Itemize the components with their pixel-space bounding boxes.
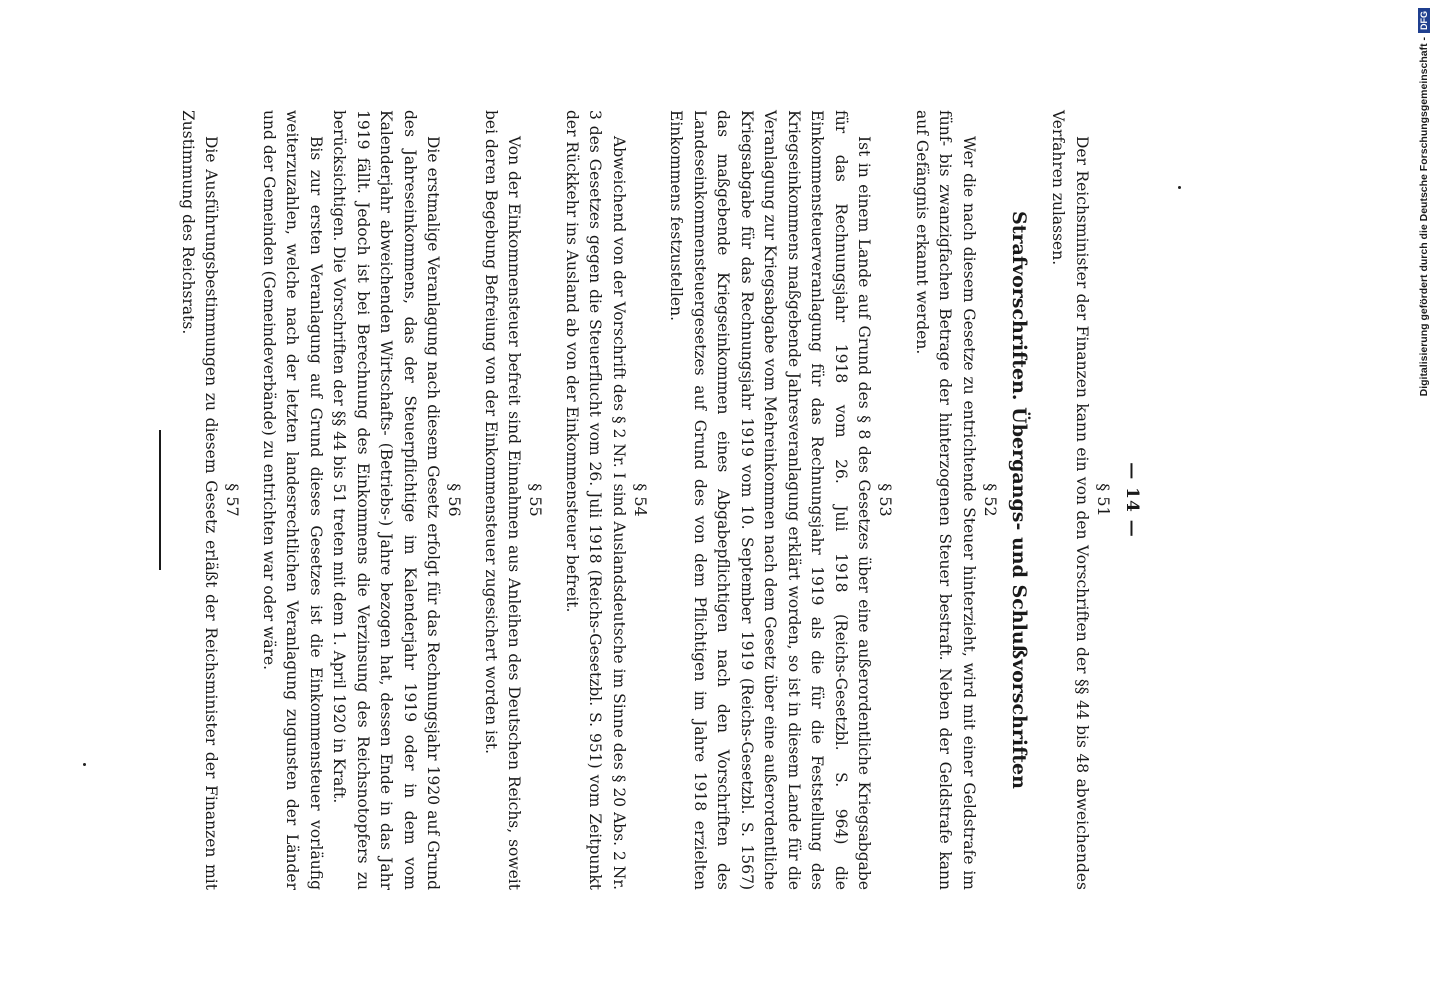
chapter-heading: Strafvorschriften. Übergangs- und Schlußvorschriften — [1008, 211, 1030, 789]
section-56-text-1: Die erstmalige Veranlagung nach diesem Gesetz erfolgt für das Rechnungsjahr 1920 auf Grund des Jahreseinkommens, das der Steuerpflichtige im Kalenderjahr 1919 oder in dem vom Kalenderjahr abweichenden Wirtschafts- (Betriebs-) Jahre bezogen hat, dessen Ende in das Jahr 1919 fällt. Jedoch ist bei Berechnung des Einkommens die Verzinsung des Reichsnotopfers zu berücksichtigen. Die Vorschriften der §§ 44 bis 51 treten mit dem 1. April 1920 in Kraft. — [330, 110, 443, 890]
section-number-57: § 57 — [223, 483, 243, 517]
page-number: — 14 — — [1122, 462, 1142, 538]
closing-rule — [160, 430, 162, 570]
section-52-text: Wer die nach diesem Gesetze zu entrichtende Steuer hinterzieht, wird mit einer Geldstrafe im fünf- bis zwanzigfachen Betrage der hinterzogenen Steuer bestraft. Neben der Geldstrafe kann auf Gefängnis erkannt werden. — [913, 110, 978, 890]
section-56-text-2: Bis zur ersten Veranlagung auf Grund dieses Gesetzes ist die Einkommensteuer vorläufig weiterzuzahlen, welche nach der letzten landesrechtlichen Veranlagung zugunsten der Länder und der Gemeinden (Gemeindeverbände) zu entrichten war oder wäre. — [260, 110, 325, 890]
section-number-53: § 53 — [876, 483, 896, 517]
section-number-54: § 54 — [631, 483, 650, 517]
scanned-page — [107, 110, 1147, 890]
section-54-text: Abweichend von der Vorschrift des § 2 Nr. I sind Auslandsdeutsche im Sinne des § 20 Abs. 2 Nr. 3 des Gesetzes gegen die Steuerflucht vom 26. Juli 1918 (Reichs-Gesetzbl. S. 951) vom Zeitpunkt der Rückkehr ins Ausland ab von der Einkommensteuer befreit. — [563, 110, 628, 891]
scan-speck — [83, 763, 86, 766]
section-55-text: Von der Einkommensteuer befreit sind Einnahmen aus Anleihen des Deutschen Reichs, soweit bei deren Begebung Befreiung von der Einkommensteuer zugesichert worden ist. — [482, 110, 524, 890]
section-53-text: Ist in einem Lande auf Grund des § 8 des Gesetzes über eine außerordentliche Kriegsabgabe für das Rechnungsjahr 1918 vom 26. Juli 1918 (Reichs-Gesetzbl. S. 964) die Einkommensteuerveranlagung für das Rechnungsjahr 1919 als die für die Feststellung des Kriegseinkommens maßgebende Jahresveranlagung erklärt worden, so ist in diesem Lande für die Veranlagung zur Kriegsabgabe vom Mehreinkommen nach dem Gesetz über eine außerordentliche Kriegsabgabe für das Rechnungsjahr 1919 vom 10. September 1919 (Reichs-Gesetzbl. S. 1567) das maßgebende Kriegseinkommen eines Abgabepflichtigen nach den Vorschriften des Landeseinkommensteuergesetzes auf Grund des von dem Pflichtigen im Jahre 1918 erzielten Einkommens festzustellen. — [667, 110, 874, 890]
dfg-logo: DFG — [1418, 8, 1430, 33]
section-51-text: Der Reichsminister der Finanzen kann ein von den Vorschriften der §§ 44 bis 48 abweichendes Verfahren zulassen. — [1049, 110, 1091, 890]
dfg-stamp-text: Digitalisierung gefördert durch die Deutsche Forschungsgemeinschaft - — [1418, 37, 1430, 397]
dfg-stamp — [1414, 8, 1434, 397]
section-number-52: § 52 — [981, 483, 1000, 517]
section-57-text: Die Ausführungsbestimmungen zu diesem Gesetz erläßt der Reichsminister der Finanzen mit Zustimmung des Reichsrats. — [179, 110, 221, 890]
section-number-55: § 55 — [526, 483, 546, 517]
section-number-56: § 56 — [445, 483, 465, 517]
section-number-51: § 51 — [1094, 483, 1113, 517]
scan-speck — [1178, 186, 1181, 189]
